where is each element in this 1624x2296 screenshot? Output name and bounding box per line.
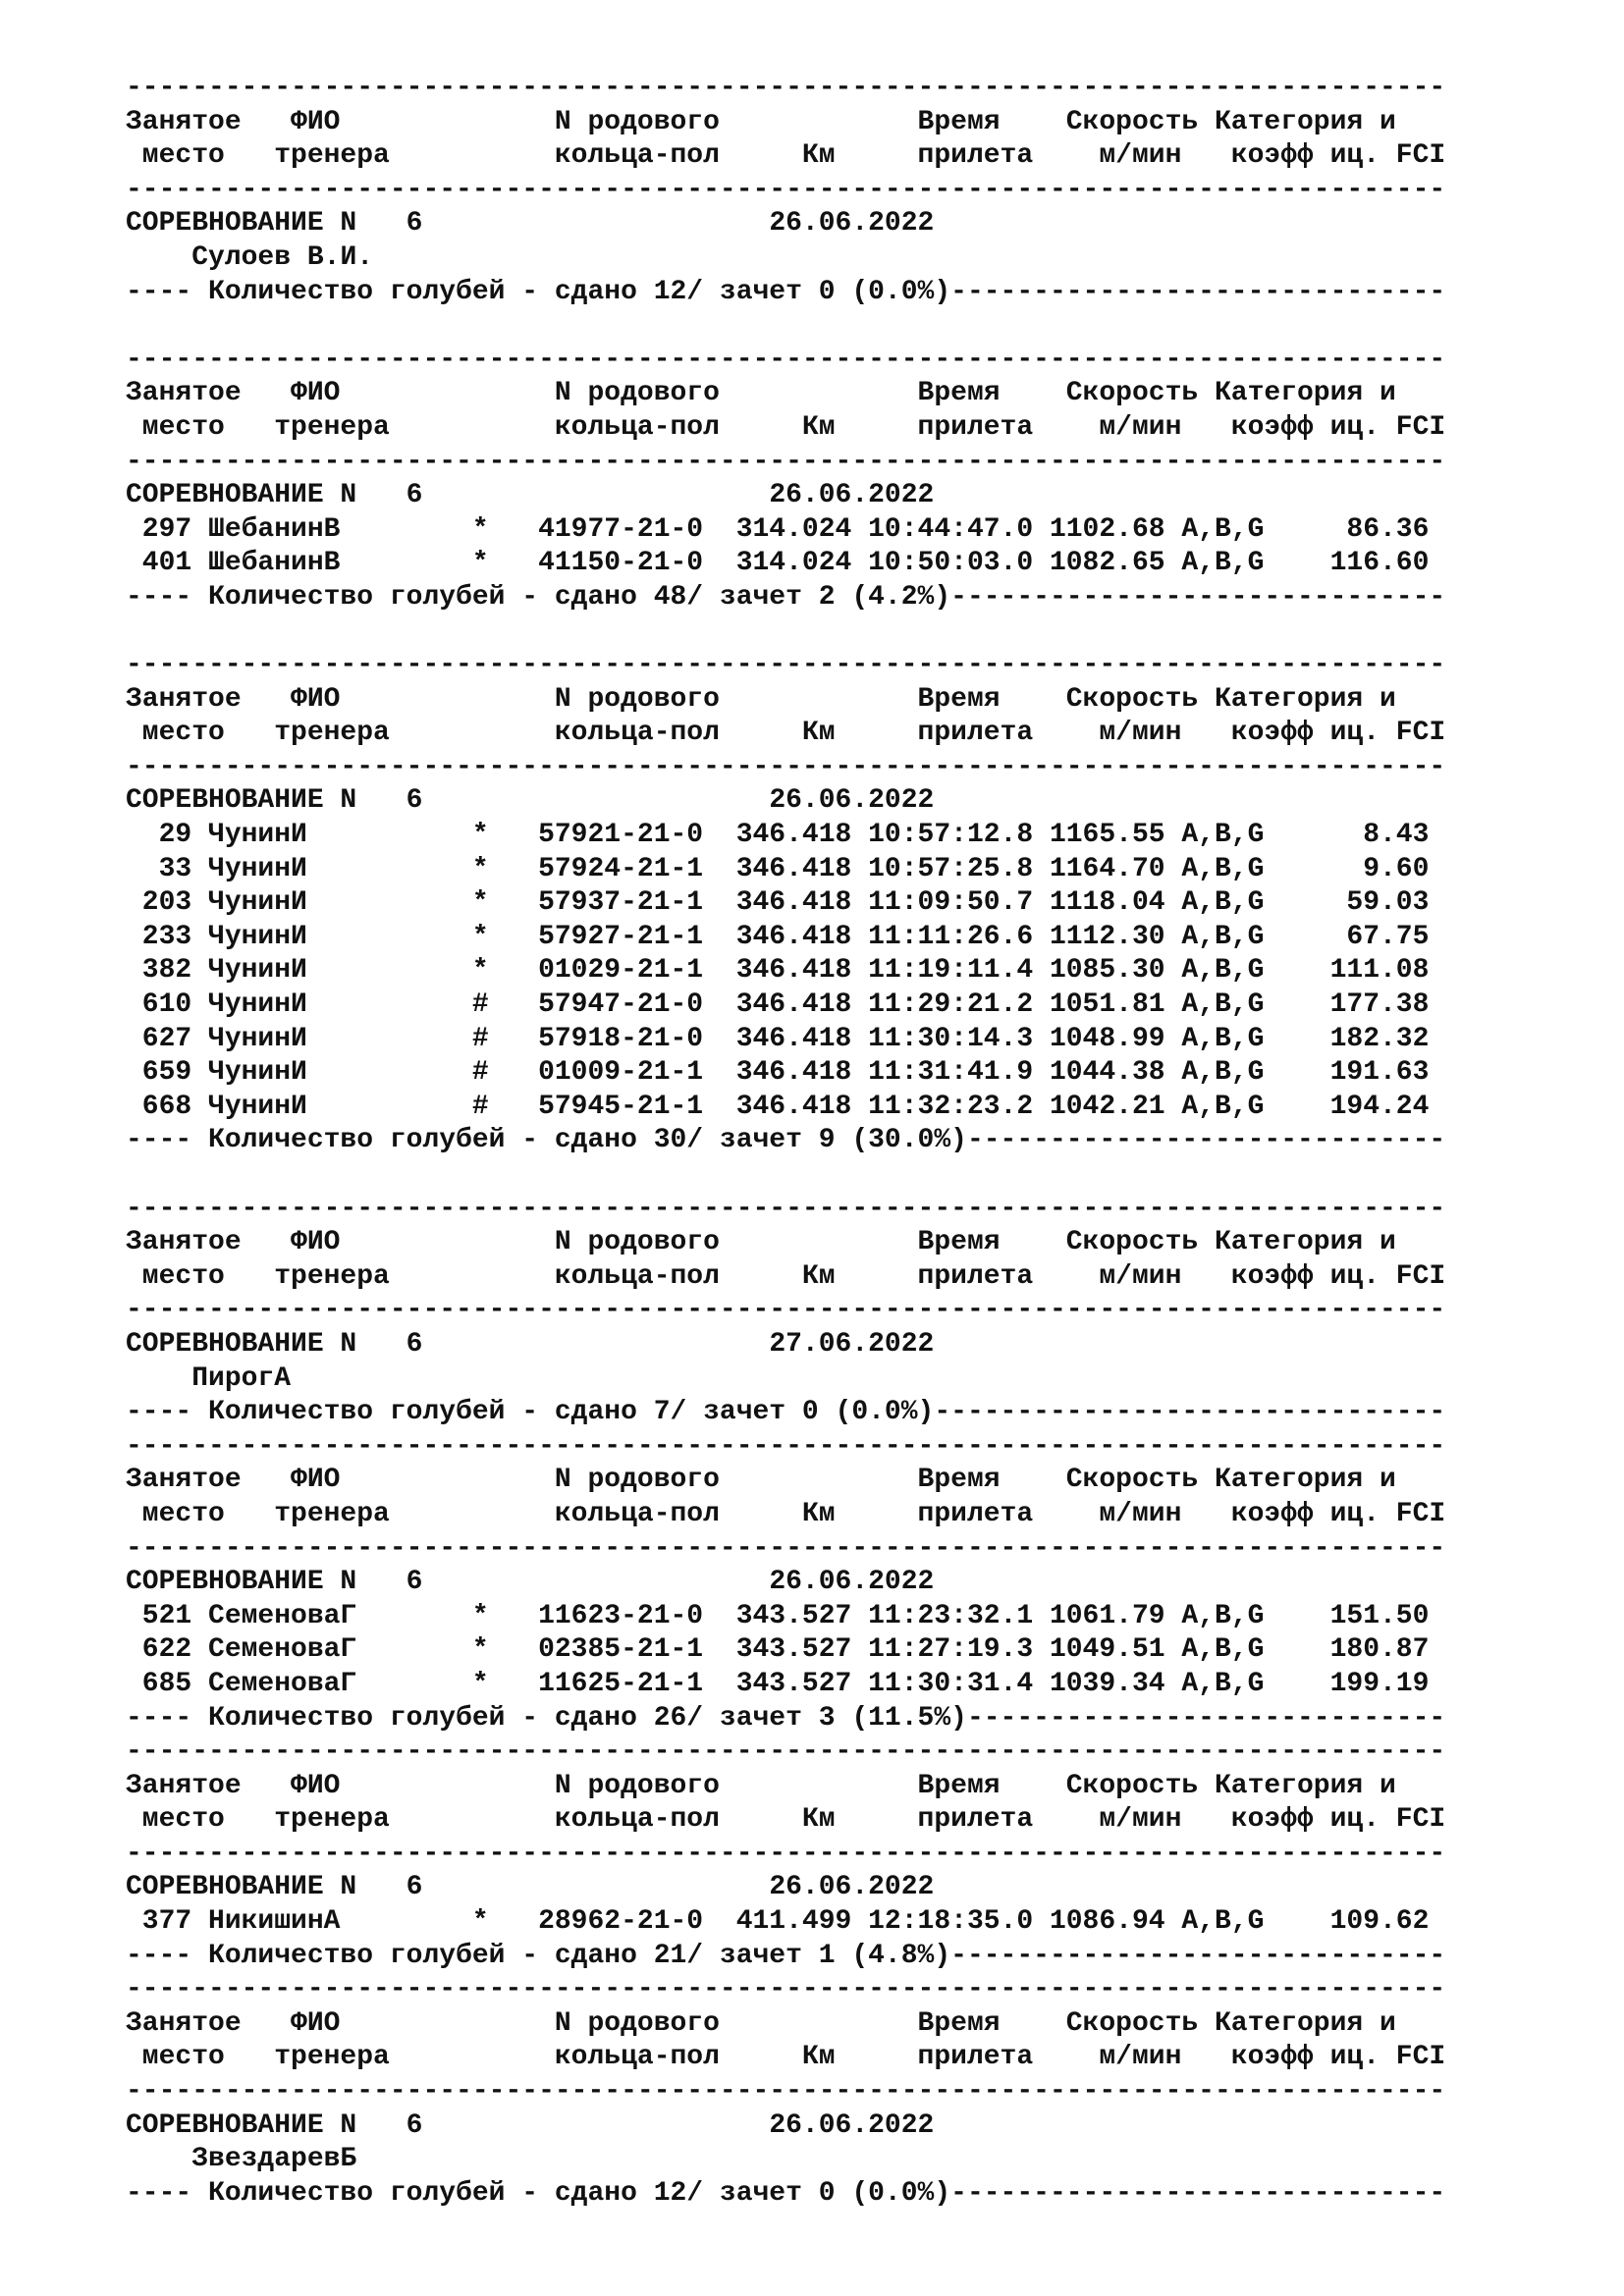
competition-date: 26.06.2022 — [769, 785, 935, 817]
table-header-line-2: место тренера кольца-пол Км прилета м/мин коэфф иц. FCI — [126, 1260, 1446, 1292]
table-header-line-1: Занятое ФИО N родового Время Скорость Категория и — [126, 2007, 1396, 2039]
competition-block-7 — [126, 1973, 1598, 2211]
table-header-line-1: Занятое ФИО N родового Время Скорость Категория и — [126, 378, 1396, 409]
competition-block-5 — [126, 1430, 1598, 1735]
table-header-line-1: Занятое ФИО N родового Время Скорость Категория и — [126, 683, 1396, 715]
table-header-line-1: Занятое ФИО N родового Время Скорость Категория и — [126, 1227, 1396, 1258]
fancier-name: Сулоев В.И. — [191, 241, 374, 273]
competition-line — [126, 1566, 1598, 1600]
competition-date: 27.06.2022 — [769, 1328, 935, 1360]
rule-line: -------------------------------------------------------------------------------- — [126, 1838, 1446, 1869]
table-header-line-2: место тренера кольца-пол Км прилета м/мин коэфф иц. FCI — [126, 411, 1446, 443]
table-row: 203 ЧунинИ * 57937-21-1 346.418 11:09:50.7 1118.04 A,B,G 59.03 — [126, 887, 1430, 919]
table-row: 685 СеменоваГ * 11625-21-1 343.527 11:30:31.4 1039.34 A,B,G 199.19 — [126, 1668, 1430, 1699]
table-header-line-2: место тренера кольца-пол Км прилета м/мин коэфф иц. FCI — [126, 2042, 1446, 2073]
table-header-line-1: Занятое ФИО N родового Время Скорость Категория и — [126, 1770, 1396, 1801]
rule-line: -------------------------------------------------------------------------------- — [126, 1532, 1446, 1564]
table-row: 627 ЧунинИ # 57918-21-0 346.418 11:30:14.3 1048.99 A,B,G 182.32 — [126, 1023, 1430, 1054]
rule-line: -------------------------------------------------------------------------------- — [126, 1430, 1446, 1462]
table-row: 401 ШебанинВ * 41150-21-0 314.024 10:50:03.0 1082.65 A,B,G 116.60 — [126, 548, 1430, 579]
summary-line: ---- Количество голубей - сдано 12/ зачет 0 (0.0%)------------------------------ — [126, 276, 1446, 307]
table-row: 659 ЧунинИ # 01009-21-1 346.418 11:31:41.9 1044.38 A,B,G 191.63 — [126, 1057, 1430, 1089]
spacer — [126, 309, 1598, 344]
competition-line — [126, 479, 1598, 513]
table-row: 377 НикишинА * 28962-21-0 411.499 12:18:35.0 1086.94 A,B,G 109.62 — [126, 1906, 1430, 1938]
competition-line — [126, 1871, 1598, 1905]
rule-line: -------------------------------------------------------------------------------- — [126, 1193, 1446, 1224]
spacer — [126, 1158, 1598, 1193]
competition-label: СОРЕВНОВАНИЕ N 6 — [126, 1567, 423, 1598]
table-row: 297 ШебанинВ * 41977-21-0 314.024 10:44:47.0 1102.68 A,B,G 86.36 — [126, 513, 1430, 545]
competition-date: 26.06.2022 — [769, 480, 935, 511]
table-row: 382 ЧунинИ * 01029-21-1 346.418 11:19:11.4 1085.30 A,B,G 111.08 — [126, 955, 1430, 987]
table-header-line-1: Занятое ФИО N родового Время Скорость Категория и — [126, 1465, 1396, 1496]
competition-line — [126, 2109, 1598, 2144]
table-header-line-2: место тренера кольца-пол Км прилета м/мин коэфф иц. FCI — [126, 140, 1446, 172]
summary-line: ---- Количество голубей - сдано 48/ зачет 2 (4.2%)------------------------------ — [126, 581, 1446, 613]
rule-line: -------------------------------------------------------------------------------- — [126, 446, 1446, 477]
table-header-line-2: место тренера кольца-пол Км прилета м/мин коэфф иц. FCI — [126, 1498, 1446, 1529]
competition-label: СОРЕВНОВАНИЕ N 6 — [126, 208, 423, 240]
rule-line: -------------------------------------------------------------------------------- — [126, 751, 1446, 782]
rule-line: -------------------------------------------------------------------------------- — [126, 650, 1446, 681]
rule-line: -------------------------------------------------------------------------------- — [126, 1974, 1446, 2005]
competition-line — [126, 207, 1598, 241]
table-header-line-2: место тренера кольца-пол Км прилета м/мин коэфф иц. FCI — [126, 718, 1446, 749]
table-row: 622 СеменоваГ * 02385-21-1 343.527 11:27:19.3 1049.51 A,B,G 180.87 — [126, 1634, 1430, 1666]
competition-block-6 — [126, 1735, 1598, 1973]
summary-line: ---- Количество голубей - сдано 30/ зачет 9 (30.0%)----------------------------- — [126, 1125, 1446, 1156]
fancier-name: ПирогА — [191, 1362, 292, 1394]
competition-line — [126, 1328, 1598, 1362]
rule-line: -------------------------------------------------------------------------------- — [126, 174, 1446, 205]
table-row: 29 ЧунинИ * 57921-21-0 346.418 10:57:12.8 1165.55 A,B,G 8.43 — [126, 820, 1430, 851]
competition-label: СОРЕВНОВАНИЕ N 6 — [126, 480, 423, 511]
competition-date: 26.06.2022 — [769, 1567, 935, 1598]
table-row: 610 ЧунинИ # 57947-21-0 346.418 11:29:21.2 1051.81 A,B,G 177.38 — [126, 989, 1430, 1021]
competition-date: 26.06.2022 — [769, 2109, 935, 2141]
table-row: 521 СеменоваГ * 11623-21-0 343.527 11:23:32.1 1061.79 A,B,G 151.50 — [126, 1600, 1430, 1631]
competition-label: СОРЕВНОВАНИЕ N 6 — [126, 1872, 423, 1903]
competition-block-2 — [126, 344, 1598, 615]
competition-label: СОРЕВНОВАНИЕ N 6 — [126, 2109, 423, 2141]
summary-line: ---- Количество голубей - сдано 12/ зачет 0 (0.0%)------------------------------ — [126, 2177, 1446, 2209]
rule-line: -------------------------------------------------------------------------------- — [126, 1736, 1446, 1768]
table-row: 668 ЧунинИ # 57945-21-1 346.418 11:32:23.2 1042.21 A,B,G 194.24 — [126, 1091, 1430, 1122]
table-row: 33 ЧунинИ * 57924-21-1 346.418 10:57:25.8 1164.70 A,B,G 9.60 — [126, 853, 1430, 884]
rule-line: -------------------------------------------------------------------------------- — [126, 1295, 1446, 1326]
competition-label: СОРЕВНОВАНИЕ N 6 — [126, 785, 423, 817]
table-row: 233 ЧунинИ * 57927-21-1 346.418 11:11:26.6 1112.30 A,B,G 67.75 — [126, 921, 1430, 952]
competition-block-4 — [126, 1193, 1598, 1430]
competition-line — [126, 784, 1598, 819]
competition-date: 26.06.2022 — [769, 208, 935, 240]
summary-line: ---- Количество голубей - сдано 21/ зачет 1 (4.8%)------------------------------ — [126, 1940, 1446, 1971]
rule-line: -------------------------------------------------------------------------------- — [126, 344, 1446, 375]
fancier-name: ЗвездаревБ — [191, 2144, 357, 2175]
summary-line: ---- Количество голубей - сдано 26/ зачет 3 (11.5%)----------------------------- — [126, 1702, 1446, 1734]
spacer — [126, 615, 1598, 650]
competition-block-3 — [126, 649, 1598, 1158]
table-header-line-1: Занятое ФИО N родового Время Скорость Категория и — [126, 106, 1396, 137]
table-header-line-2: место тренера кольца-пол Км прилета м/мин коэфф иц. FCI — [126, 1804, 1446, 1836]
competition-label: СОРЕВНОВАНИЕ N 6 — [126, 1328, 423, 1360]
summary-line: ---- Количество голубей - сдано 7/ зачет 0 (0.0%)------------------------------- — [126, 1397, 1446, 1428]
rule-line: -------------------------------------------------------------------------------- — [126, 73, 1446, 103]
competition-date: 26.06.2022 — [769, 1872, 935, 1903]
rule-line: -------------------------------------------------------------------------------- — [126, 2076, 1446, 2108]
competition-block-1 — [126, 72, 1598, 309]
results-document — [126, 72, 1598, 2211]
